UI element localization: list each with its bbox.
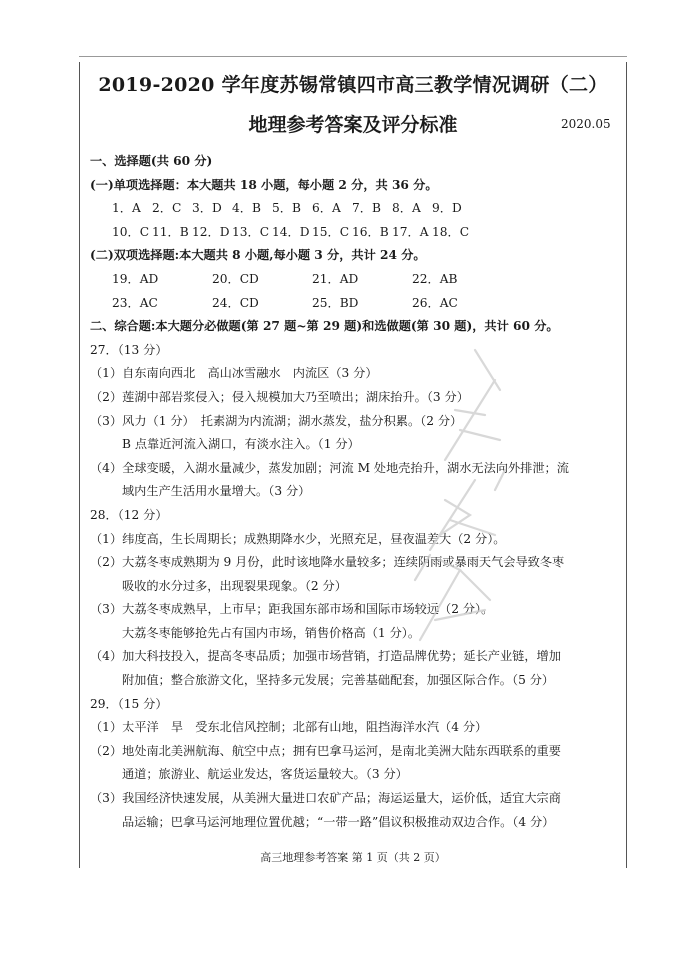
answer-item: 6．A [312,201,341,216]
q29-answer-3b: 品运输；巴拿马运河地理位置优越；“一带一路”倡议积极推动双边合作。（4 分） [122,814,555,829]
q28-answer-3a: （3）大荔冬枣成熟早，上市早；距我国东部市场和国际市场较远（2 分）。 [90,602,494,617]
double-choice-heading: (二)双项选择题:本大题共 8 小题,每小题 3 分，共计 24 分。 [90,248,426,263]
q27-answer-4b: 域内生产生活用水量增大。（3 分） [122,484,311,499]
answer-item: 24．CD [212,295,259,310]
question-27-label: 27．（13 分） [90,342,168,357]
question-29-label: 29．（15 分） [90,696,168,711]
answer-item: 23．AC [112,295,158,310]
answer-item: 10．C [112,224,150,239]
left-margin-line [79,62,80,868]
double-choice-row-1 [90,268,622,292]
q28-answer-3b: 大荔冬枣能够抢先占有国内市场，销售价格高（1 分）。 [122,625,421,640]
section1-heading: 一、选择题(共 60 分) [90,154,213,168]
q28-answer-2a: （2）大荔冬枣成熟期为 9 月份，此时该地降水量较多；连续阴雨或暴雨天气会导致冬枣 [90,555,565,570]
q29-answer-1: （1）太平洋 旱 受东北信风控制；北部有山地，阻挡海洋水汽（4 分） [90,720,488,735]
answer-item: 2．C [152,201,182,216]
header-rule [79,56,627,57]
answer-item: 26．AC [412,295,458,310]
q29-answer-2b: 通道；旅游业、航运业发达，客货运量较大。（3 分） [122,767,408,782]
q28-answer-1: （1）纬度高，生长周期长；成熟期降水少，光照充足，昼夜温差大（2 分）。 [90,531,506,546]
answer-item: 1．A [112,201,141,216]
q28-answer-4a: （4）加大科技投入，提高冬枣品质；加强市场营销，打造品牌优势；延长产业链，增加 [90,649,561,664]
answer-item: 17．A [392,224,429,239]
answer-item: 20．CD [212,271,259,286]
page-footer: 高三地理参考答案 第 1 页（共 2 页） [260,851,446,864]
answer-item: 5．B [272,201,301,216]
answer-item: 12．D [192,224,230,239]
single-choice-row-2 [90,221,622,245]
q28-answer-4b: 附加值；整合旅游文化，坚持多元发展；完善基础配套，加强区际合作。（5 分） [122,673,555,688]
answer-item: 9．D [432,201,462,216]
answer-item: 7．B [352,201,381,216]
answer-item: 8．A [392,201,421,216]
question-28-label: 28．（12 分） [90,507,168,522]
document-title: 2019-2020 学年度苏锡常镇四市高三教学情况调研（二） [98,74,608,96]
q27-answer-3b: B 点靠近河流入湖口，有淡水注入。（1 分） [122,437,360,452]
q28-answer-2b: 吸收的水分过多，出现裂果现象。（2 分） [122,578,347,593]
answer-item: 14．D [272,224,310,239]
answer-item: 11．B [152,224,189,239]
answer-item: 4．B [232,201,261,216]
answer-item: 25．BD [312,295,359,310]
answer-item: 18．C [432,224,470,239]
answer-item: 22．AB [412,271,458,286]
single-choice-row-1 [90,197,622,221]
q27-answer-1: （1）自东南向西北 高山冰雪融水 内流区（3 分） [90,366,378,381]
double-choice-row-2 [90,292,622,316]
answer-item: 3．D [192,201,222,216]
q29-answer-2a: （2）地处南北美洲航海、航空中点；拥有巴拿马运河，是南北美洲大陆东西联系的重要 [90,743,561,758]
answer-item: 19．AD [112,271,159,286]
answer-item: 21．AD [312,271,359,286]
document-subtitle: 地理参考答案及评分标准 [248,114,458,136]
document-date: 2020.05 [561,117,611,131]
section2-heading: 二、综合题:本大题分必做题(第 27 题~第 29 题)和选做题(第 30 题)，共计 60 分。 [90,319,559,334]
right-margin-line [626,62,627,868]
answer-content [90,150,622,834]
q29-answer-3a: （3）我国经济快速发展，从美洲大量进口农矿产品；海运运量大，运价低，适宜大宗商 [90,791,561,806]
answer-item: 16．B [352,224,389,239]
q27-answer-2: （2）莲湖中部岩浆侵入；侵入规模加大乃至喷出；湖床抬升。（3 分） [90,389,469,404]
q27-answer-4a: （4）全球变暖，入湖水量减少，蒸发加剧；河流 M 处地壳抬升，湖水无法向外排泄；流 [90,460,569,475]
single-choice-heading: (一)单项选择题：本大题共 18 小题，每小题 2 分，共 36 分。 [90,177,438,192]
answer-item: 15．C [312,224,350,239]
q27-answer-3: （3）风力（1 分） 托素湖为内流湖；湖水蒸发，盐分积累。（2 分） [90,413,463,428]
answer-item: 13．C [232,224,270,239]
